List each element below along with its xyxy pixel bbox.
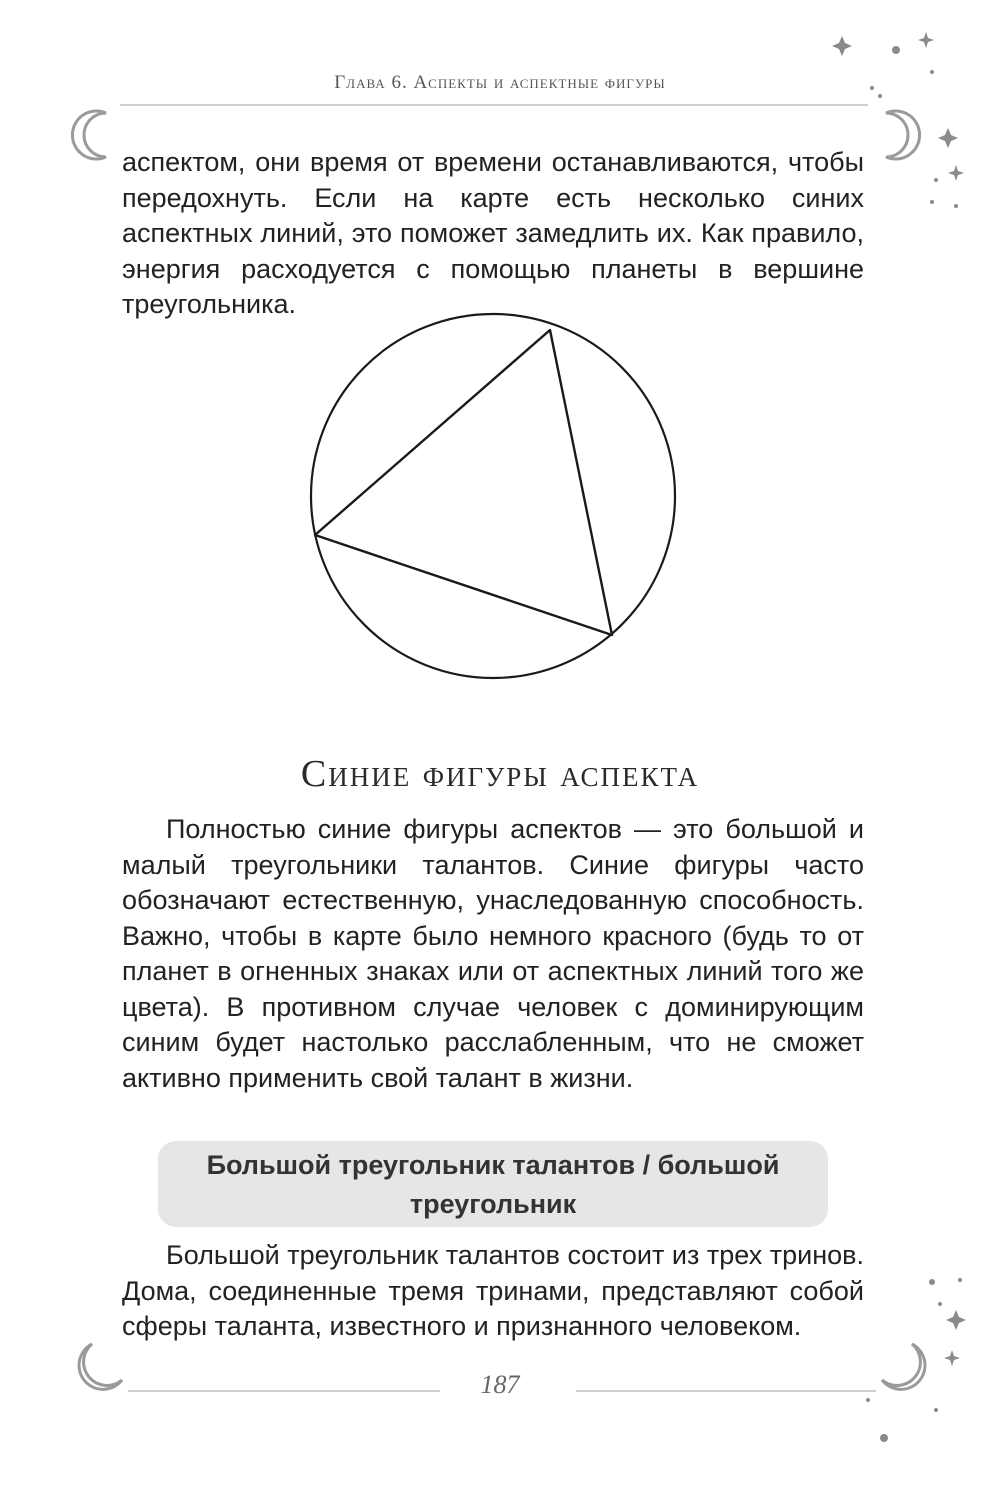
section-title: Синие фигуры аспекта: [300, 753, 700, 795]
moon-icon-bottom-left: [72, 1336, 134, 1396]
subsection-title: Большой треугольник талантов / большой треугольник: [206, 1150, 780, 1219]
footer-rule-left: [128, 1390, 440, 1392]
triangle-in-circle-diagram: [300, 310, 690, 700]
body-paragraph-top: аспектом, они время от времени останавливаются, чтобы передохнуть. Если на карте есть несколько синих аспектных линий, это поможет замедлить их. Как правило, энергия расходуется с помощью планеты в вершине треугольника.: [122, 147, 864, 319]
page-number: 187: [480, 1370, 520, 1399]
moon-icon-top-left: [64, 105, 126, 165]
diagram-triangle: [315, 330, 612, 635]
footer-rule-right: [576, 1390, 876, 1392]
diagram-circle: [311, 314, 675, 678]
header-rule: [120, 104, 868, 106]
subsection-paragraph: Большой треугольник талантов состоит из трех тринов. Дома, соединенные тремя тринами, представляют собой сферы таланта, известного и признанного человеком.: [122, 1240, 864, 1341]
chapter-title: Глава 6. Аспекты и аспектные фигуры: [334, 72, 666, 93]
section-paragraph: Полностью синие фигуры аспектов — это большой и малый треугольники талантов. Синие фигуры часто обозначают естественную, унаследованную способность. Важно, чтобы в карте было немного красного (будь то от планет в огненных знаках или от аспектных линий того же цвета). В противном случае человек с доминирующим синим будет настолько расслабленным, что не сможет активно применить свой талант в жизни.: [122, 814, 864, 1093]
